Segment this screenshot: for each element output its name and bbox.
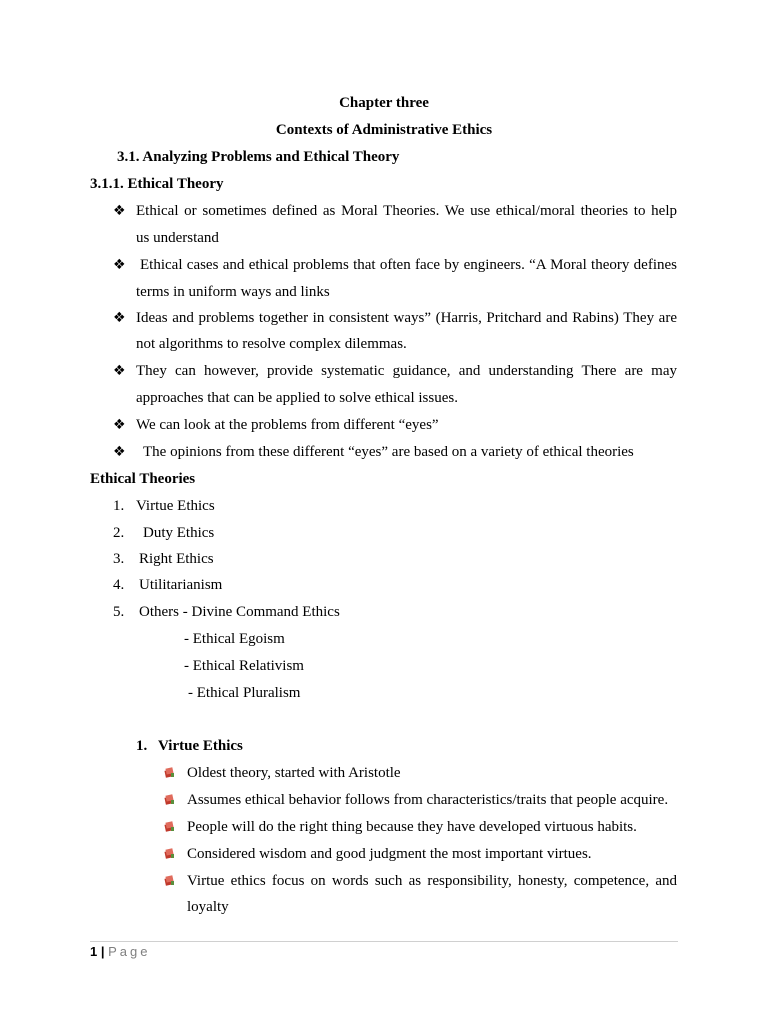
- diamond-bullet-icon: ❖: [113, 257, 126, 273]
- book-bullet-icon: [164, 767, 175, 778]
- list-item: Virtue Ethics: [136, 498, 215, 514]
- subsection-heading: 3.1.1. Ethical Theory: [90, 176, 224, 192]
- virtue-point: People will do the right thing because they have developed virtuous habits.: [187, 819, 637, 835]
- bullet-line: us understand: [136, 230, 219, 246]
- list-number: 3.: [113, 551, 125, 567]
- page-footer: [90, 943, 151, 961]
- book-bullet-icon: [164, 821, 175, 832]
- list-item: Right Ethics: [139, 551, 214, 567]
- chapter-label: Chapter three: [339, 95, 429, 111]
- others-sub-item: - Ethical Relativism: [184, 658, 304, 674]
- footer-separator: |: [100, 944, 105, 959]
- diamond-bullet-icon: ❖: [113, 417, 126, 433]
- chapter-title: Contexts of Administrative Ethics: [275, 122, 493, 138]
- others-sub-item: - Ethical Pluralism: [188, 685, 301, 701]
- virtue-section-heading: Virtue Ethics: [158, 738, 243, 754]
- diamond-bullet-icon: ❖: [113, 444, 126, 460]
- list-item: Duty Ethics: [143, 525, 215, 541]
- page-label: Page: [108, 944, 151, 959]
- bullet-line: Ideas and problems together in consistent ways” (Harris, Pritchard and Rabins) They are: [136, 310, 677, 326]
- list-item: Others - Divine Command Ethics: [139, 604, 340, 620]
- virtue-point: Considered wisdom and good judgment the most important virtues.: [187, 846, 592, 862]
- book-bullet-icon: [164, 794, 175, 805]
- list-item: Utilitarianism: [139, 577, 223, 593]
- bullet-line: They can however, provide systematic guidance, and understanding There are may: [136, 363, 677, 379]
- virtue-point-continuation: loyalty: [187, 899, 229, 915]
- virtue-section-number: 1.: [136, 738, 148, 754]
- list-number: 4.: [113, 577, 125, 593]
- page-number: 1: [90, 944, 98, 959]
- virtue-point: Assumes ethical behavior follows from characteristics/traits that people acquire.: [187, 792, 669, 808]
- theories-heading: Ethical Theories: [90, 471, 196, 487]
- others-sub-item: - Ethical Egoism: [184, 631, 285, 647]
- bullet-line: Ethical cases and ethical problems that often face by engineers. “A Moral theory defines: [140, 257, 677, 273]
- list-number: 2.: [113, 525, 125, 541]
- diamond-bullet-icon: ❖: [113, 203, 126, 219]
- footer-divider: [90, 941, 678, 942]
- list-number: 5.: [113, 604, 125, 620]
- section-heading: 3.1. Analyzing Problems and Ethical Theory: [117, 149, 400, 165]
- list-number: 1.: [113, 498, 125, 514]
- bullet-line: not algorithms to resolve complex dilemmas.: [136, 336, 407, 352]
- book-bullet-icon: [164, 875, 175, 886]
- bullet-line: We can look at the problems from different “eyes”: [136, 417, 439, 433]
- diamond-bullet-icon: ❖: [113, 310, 126, 326]
- bullet-line: approaches that can be applied to solve ethical issues.: [136, 390, 458, 406]
- book-bullet-icon: [164, 848, 175, 859]
- bullet-line: Ethical or sometimes defined as Moral Theories. We use ethical/moral theories to help: [136, 203, 677, 219]
- bullet-line: terms in uniform ways and links: [136, 284, 330, 300]
- virtue-point: Oldest theory, started with Aristotle: [187, 765, 401, 781]
- bullet-line: The opinions from these different “eyes” are based on a variety of ethical theories: [143, 444, 634, 460]
- diamond-bullet-icon: ❖: [113, 363, 126, 379]
- virtue-point: Virtue ethics focus on words such as responsibility, honesty, competence, and: [187, 873, 677, 889]
